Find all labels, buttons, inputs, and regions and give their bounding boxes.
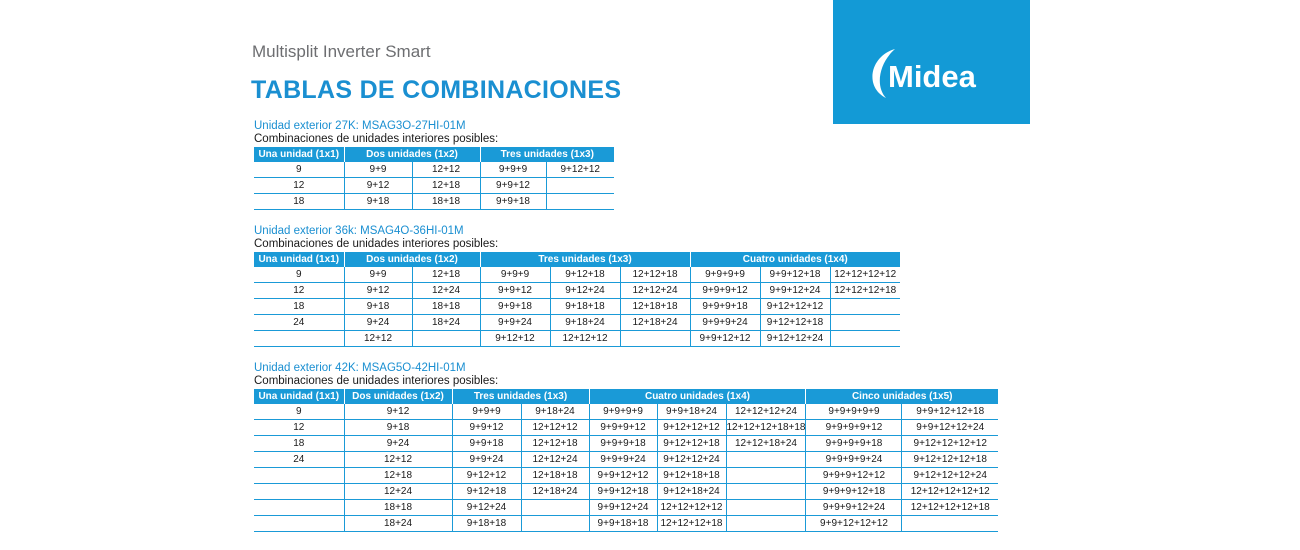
table-cell: 9+24	[344, 436, 452, 452]
table-cell: 9	[254, 404, 344, 420]
table-cell: 9+12+12+12	[760, 299, 830, 315]
column-header-1x3: Tres unidades (1x3)	[480, 252, 690, 267]
table-cell: 9+12+18+24	[657, 484, 726, 500]
table-cell: 12+12+24	[521, 452, 589, 468]
table-cell	[830, 299, 900, 315]
table-cell: 9+9+9+9	[589, 404, 657, 420]
table-cell: 9+9	[344, 267, 412, 283]
table-cell: 12+12+12	[550, 331, 620, 347]
table-cell: 9+9+9+24	[589, 452, 657, 468]
table-cell: 9+9+9+12+24	[806, 500, 902, 516]
table-cell: 12+18+18	[620, 299, 690, 315]
table-cell: 9+12+24	[550, 283, 620, 299]
column-header-1x2: Dos unidades (1x2)	[344, 389, 452, 404]
table-cell: 9+9+24	[452, 452, 521, 468]
table-cell: 9+9+12	[480, 283, 550, 299]
table-cell: 18+24	[344, 516, 452, 532]
table-cell: 12+12+12+12	[830, 267, 900, 283]
table-cell: 12+12+24	[620, 283, 690, 299]
table-cell: 9+9+18	[480, 194, 546, 210]
table-row	[254, 420, 998, 436]
table-cell: 9+9+12+12+12	[806, 516, 902, 532]
column-header-1x4: Cuatro unidades (1x4)	[690, 252, 900, 267]
column-header-1x1: Una unidad (1x1)	[254, 389, 344, 404]
table-cell: 12+24	[412, 283, 480, 299]
table-cell: 9+12	[344, 283, 412, 299]
table-cell: 12+12+18	[521, 436, 589, 452]
table-cell: 9+18+18	[452, 516, 521, 532]
table-cell: 9+18	[344, 299, 412, 315]
table-header-row	[254, 147, 614, 162]
table-cell: 9+12+12+18	[760, 315, 830, 331]
table-cell: 18+18	[412, 194, 480, 210]
table-cell: 9+9+9+12	[690, 283, 760, 299]
table-cell: 9+18+18	[550, 299, 620, 315]
table-cell	[254, 500, 344, 516]
table-cell	[254, 468, 344, 484]
table-row	[254, 283, 900, 299]
table-cell: 9+9+9+12+18	[806, 484, 902, 500]
table-cell: 18+24	[412, 315, 480, 331]
table-cell: 18+18	[344, 500, 452, 516]
section-36k	[254, 225, 900, 347]
table-cell: 9+12+12	[452, 468, 521, 484]
table-header-row	[254, 252, 900, 267]
midea-logo	[833, 0, 1030, 124]
table-cell: 9+9+12+24	[589, 500, 657, 516]
table-cell: 9+12	[344, 178, 412, 194]
table-cell	[726, 484, 806, 500]
table-cell	[620, 331, 690, 347]
table-cell: 9+18	[344, 194, 412, 210]
table-cell: 9+9+12+12+18	[902, 404, 998, 420]
table-cell	[546, 194, 614, 210]
table-header-row	[254, 389, 998, 404]
table-cell: 9+9+18+24	[657, 404, 726, 420]
table-cell: 12+12+12+18	[830, 283, 900, 299]
combinations-table-27k	[254, 147, 614, 210]
table-cell: 9+12+12+12+18	[902, 452, 998, 468]
table-cell: 9+9+18	[452, 436, 521, 452]
table-cell: 9+12+18+18	[657, 468, 726, 484]
table-cell: 12+12+18+24	[726, 436, 806, 452]
section-heading: Unidad exterior 27K: MSAG3O-27HI-01M	[254, 120, 466, 132]
table-cell	[254, 516, 344, 532]
table-cell: 9+12+18	[452, 484, 521, 500]
section-subheading: Combinaciones de unidades interiores posibles:	[254, 133, 499, 145]
table-cell: 12+12+12+24	[726, 404, 806, 420]
table-cell: 9+9+9	[480, 162, 546, 178]
table-row	[254, 162, 614, 178]
table-cell: 9+18+24	[521, 404, 589, 420]
column-header-1x1: Una unidad (1x1)	[254, 147, 344, 162]
section-subheading: Combinaciones de unidades interiores posibles:	[254, 238, 499, 250]
table-cell: 9+12	[344, 404, 452, 420]
table-cell	[254, 331, 344, 347]
table-cell: 9+12+12+12+12	[902, 436, 998, 452]
table-cell: 9+9+18+18	[589, 516, 657, 532]
table-cell: 12+18	[412, 178, 480, 194]
column-header-1x4: Cuatro unidades (1x4)	[589, 389, 806, 404]
document-subtitle: Multisplit Inverter Smart	[252, 42, 431, 61]
table-cell: 9+9+9+9+18	[806, 436, 902, 452]
logo-text: Midea	[888, 59, 976, 94]
table-row	[254, 500, 998, 516]
table-row	[254, 315, 900, 331]
table-cell: 9+9+9+9+24	[806, 452, 902, 468]
column-header-1x2: Dos unidades (1x2)	[344, 252, 480, 267]
table-cell: 9+18+24	[550, 315, 620, 331]
table-cell: 12+12+12	[521, 420, 589, 436]
table-cell: 9+18	[344, 420, 452, 436]
table-cell: 9+9+12+24	[760, 283, 830, 299]
table-cell: 9+12+12+24	[657, 452, 726, 468]
page-title: TABLAS DE COMBINACIONES	[251, 76, 622, 104]
table-row	[254, 194, 614, 210]
table-cell: 9+9+18	[480, 299, 550, 315]
table-row	[254, 468, 998, 484]
table-cell: 9+9+12+12+24	[902, 420, 998, 436]
table-cell: 9+9+9+18	[589, 436, 657, 452]
table-cell: 9+9+9	[452, 404, 521, 420]
table-cell: 9	[254, 267, 344, 283]
table-cell: 9+9+9+9	[690, 267, 760, 283]
table-cell: 12+12+12+18	[657, 516, 726, 532]
table-cell: 9+9+12	[452, 420, 521, 436]
table-row	[254, 331, 900, 347]
table-cell: 12+12+12+12	[657, 500, 726, 516]
table-cell	[412, 331, 480, 347]
table-cell: 12+18+24	[620, 315, 690, 331]
table-cell: 9+12+12+24	[760, 331, 830, 347]
table-cell	[521, 500, 589, 516]
table-cell: 12	[254, 178, 344, 194]
table-cell	[521, 516, 589, 532]
table-row	[254, 267, 900, 283]
table-cell: 18+18	[412, 299, 480, 315]
table-cell: 24	[254, 315, 344, 331]
table-cell	[726, 516, 806, 532]
section-42k	[254, 362, 998, 532]
table-cell: 12+12+12+12+12	[902, 484, 998, 500]
table-cell: 18	[254, 299, 344, 315]
combinations-table-36k	[254, 252, 900, 347]
table-cell: 9+12+12+12+24	[902, 468, 998, 484]
section-heading: Unidad exterior 42K: MSAG5O-42HI-01M	[254, 362, 466, 374]
table-cell	[546, 178, 614, 194]
table-cell: 9+9+12	[480, 178, 546, 194]
table-cell	[726, 452, 806, 468]
section-27k	[254, 120, 614, 210]
table-cell: 12+12+12+12+18	[902, 500, 998, 516]
table-cell: 9+12+12	[546, 162, 614, 178]
table-row	[254, 178, 614, 194]
table-cell: 9+12+12+12	[657, 420, 726, 436]
column-header-1x1: Una unidad (1x1)	[254, 252, 344, 267]
table-cell: 18	[254, 194, 344, 210]
table-cell: 9+9+9	[480, 267, 550, 283]
table-cell: 12	[254, 420, 344, 436]
table-cell	[830, 331, 900, 347]
table-cell: 9+9+24	[480, 315, 550, 331]
column-header-1x3: Tres unidades (1x3)	[480, 147, 614, 162]
table-cell: 12+18	[412, 267, 480, 283]
table-cell	[726, 468, 806, 484]
table-cell	[726, 500, 806, 516]
table-cell: 12+12	[412, 162, 480, 178]
table-row	[254, 404, 998, 420]
table-cell: 12+12+12+18+18	[726, 420, 806, 436]
table-row	[254, 436, 998, 452]
table-cell	[902, 516, 998, 532]
table-cell: 12+24	[344, 484, 452, 500]
section-heading: Unidad exterior 36k: MSAG4O-36HI-01M	[254, 225, 464, 237]
table-cell: 12+18	[344, 468, 452, 484]
table-cell: 9+9+12+12	[690, 331, 760, 347]
table-cell: 9+12+12	[480, 331, 550, 347]
table-cell: 9+9+12+18	[589, 484, 657, 500]
table-cell: 9	[254, 162, 344, 178]
table-row	[254, 516, 998, 532]
column-header-1x3: Tres unidades (1x3)	[452, 389, 589, 404]
table-cell: 9+9+9+12+12	[806, 468, 902, 484]
table-cell: 12	[254, 283, 344, 299]
table-cell: 12+12+18	[620, 267, 690, 283]
table-cell: 9+9+12+18	[760, 267, 830, 283]
section-subheading: Combinaciones de unidades interiores posibles:	[254, 375, 499, 387]
table-cell	[254, 484, 344, 500]
combinations-table-42k	[254, 389, 998, 532]
table-cell: 9+12+24	[452, 500, 521, 516]
table-cell: 9+24	[344, 315, 412, 331]
table-cell: 12+18+18	[521, 468, 589, 484]
table-cell: 9+9+9+9+9	[806, 404, 902, 420]
column-header-1x5: Cinco unidades (1x5)	[806, 389, 998, 404]
table-cell	[830, 315, 900, 331]
table-cell: 12+18+24	[521, 484, 589, 500]
table-cell: 18	[254, 436, 344, 452]
table-cell: 9+12+18	[550, 267, 620, 283]
table-cell: 9+12+12+18	[657, 436, 726, 452]
table-cell: 9+9+9+24	[690, 315, 760, 331]
table-cell: 24	[254, 452, 344, 468]
table-cell: 12+12	[344, 331, 412, 347]
table-cell: 9+9	[344, 162, 412, 178]
table-cell: 9+9+9+12	[589, 420, 657, 436]
table-cell: 12+12	[344, 452, 452, 468]
column-header-1x2: Dos unidades (1x2)	[344, 147, 480, 162]
table-row	[254, 484, 998, 500]
table-row	[254, 299, 900, 315]
table-row	[254, 452, 998, 468]
table-cell: 9+9+9+9+12	[806, 420, 902, 436]
table-cell: 9+9+12+12	[589, 468, 657, 484]
table-cell: 9+9+9+18	[690, 299, 760, 315]
